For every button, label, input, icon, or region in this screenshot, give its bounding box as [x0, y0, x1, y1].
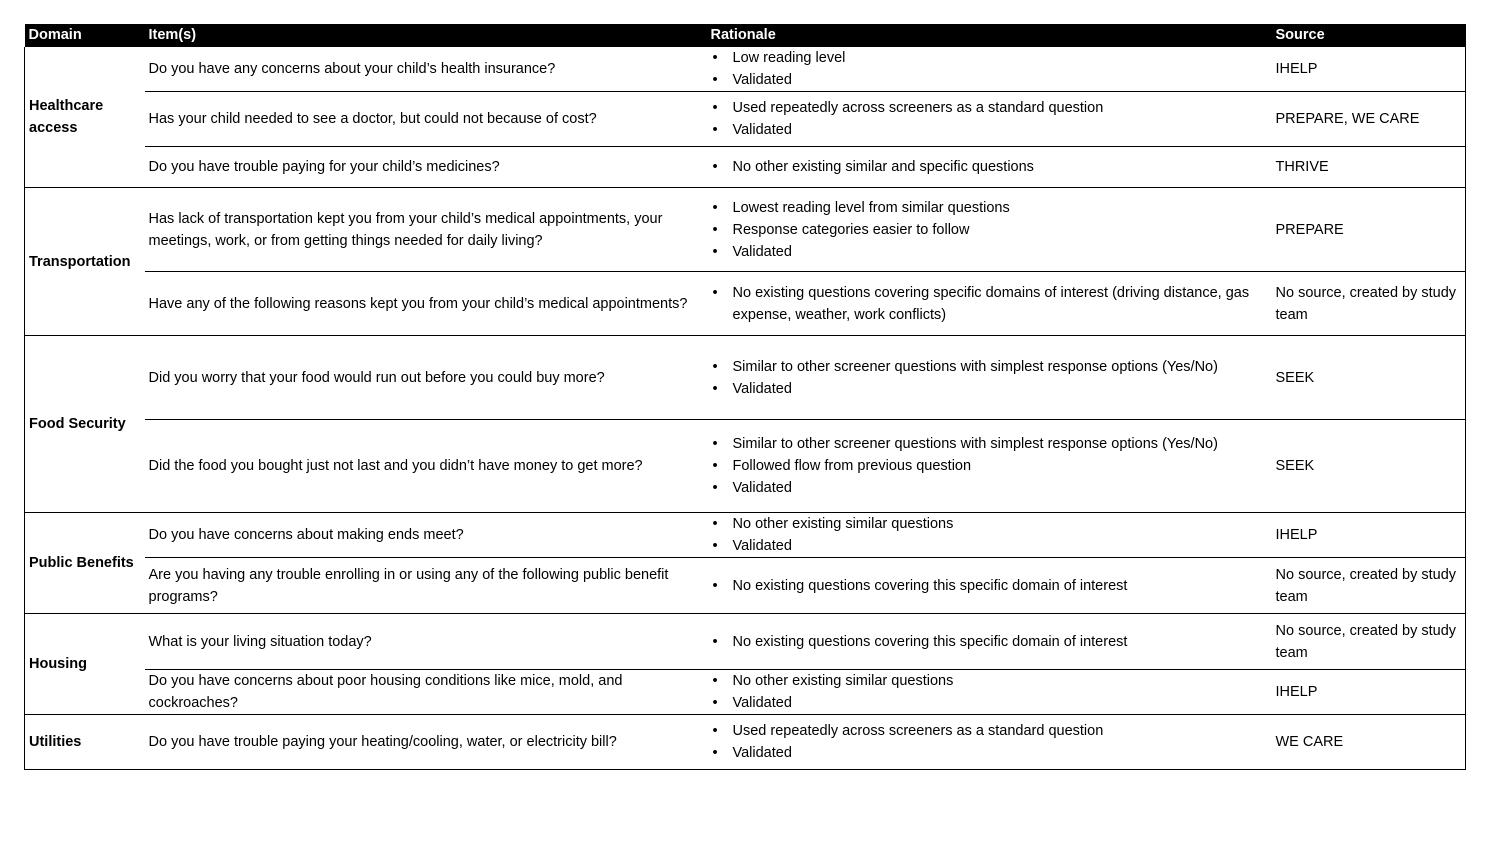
item-cell: Has lack of transportation kept you from your child’s medical appointments, your meetings, work, or from getting things needed for daily living? [145, 188, 707, 272]
item-cell: Have any of the following reasons kept you from your child’s medical appointments? [145, 272, 707, 336]
table-row [25, 558, 1466, 614]
rationale-list [711, 356, 1268, 400]
rationale-list [711, 197, 1268, 263]
source-cell: WE CARE [1272, 715, 1466, 770]
header-rationale: Rationale [707, 24, 1272, 47]
header-domain: Domain [25, 24, 145, 47]
rationale-list [711, 575, 1268, 597]
table-row [25, 670, 1466, 715]
rationale-cell [707, 558, 1272, 614]
header-row [25, 24, 1466, 47]
source-cell: IHELP [1272, 670, 1466, 715]
table-row [25, 715, 1466, 770]
table-header [25, 24, 1466, 47]
table-row [25, 92, 1466, 147]
rationale-bullet: • No existing questions covering this specific domain of interest [711, 631, 1268, 653]
rationale-bullet: • Response categories easier to follow [711, 219, 1268, 241]
item-cell: Do you have concerns about poor housing conditions like mice, mold, and cockroaches? [145, 670, 707, 715]
rationale-cell [707, 513, 1272, 558]
rationale-bullet: • Low reading level [711, 47, 1268, 69]
domain-cell: Utilities [25, 715, 145, 770]
table-row [25, 47, 1466, 92]
table-row [25, 188, 1466, 272]
rationale-bullet: • No existing questions covering specific domains of interest (driving distance, gas expense, weather, work conflicts) [711, 282, 1268, 326]
rationale-list [711, 513, 1268, 557]
rationale-bullet: • Validated [711, 119, 1268, 141]
source-cell: PREPARE, WE CARE [1272, 92, 1466, 147]
rationale-bullet: • Validated [711, 477, 1268, 499]
header-items: Item(s) [145, 24, 707, 47]
rationale-cell [707, 147, 1272, 188]
source-cell: SEEK [1272, 420, 1466, 513]
domain-cell: Food Security [25, 336, 145, 513]
rationale-bullet: • Similar to other screener questions with simplest response options (Yes/No) [711, 356, 1268, 378]
table-row [25, 336, 1466, 420]
rationale-bullet: • Validated [711, 241, 1268, 263]
rationale-bullet: • No existing questions covering this specific domain of interest [711, 575, 1268, 597]
rationale-list [711, 670, 1268, 714]
rationale-bullet: • Validated [711, 378, 1268, 400]
item-cell: Do you have trouble paying your heating/cooling, water, or electricity bill? [145, 715, 707, 770]
source-cell: No source, created by study team [1272, 272, 1466, 336]
rationale-bullet: • Validated [711, 535, 1268, 557]
rationale-bullet: • No other existing similar questions [711, 513, 1268, 535]
rationale-list [711, 433, 1268, 499]
rationale-bullet: • No other existing similar questions [711, 670, 1268, 692]
rationale-bullet: • Similar to other screener questions with simplest response options (Yes/No) [711, 433, 1268, 455]
rationale-bullet: • No other existing similar and specific questions [711, 156, 1268, 178]
item-cell: Are you having any trouble enrolling in or using any of the following public benefit programs? [145, 558, 707, 614]
rationale-bullet: • Validated [711, 742, 1268, 764]
item-cell: Has your child needed to see a doctor, but could not because of cost? [145, 92, 707, 147]
item-cell: Do you have trouble paying for your child’s medicines? [145, 147, 707, 188]
source-cell: No source, created by study team [1272, 614, 1466, 670]
header-source: Source [1272, 24, 1466, 47]
rationale-bullet: • Lowest reading level from similar questions [711, 197, 1268, 219]
rationale-bullet: • Validated [711, 692, 1268, 714]
item-cell: Did the food you bought just not last and you didn’t have money to get more? [145, 420, 707, 513]
rationale-list [711, 720, 1268, 764]
rationale-list [711, 156, 1268, 178]
rationale-bullet: • Used repeatedly across screeners as a standard question [711, 97, 1268, 119]
rationale-cell [707, 92, 1272, 147]
rationale-cell [707, 47, 1272, 92]
domain-cell: Healthcare access [25, 47, 145, 188]
table-row [25, 513, 1466, 558]
table-row [25, 420, 1466, 513]
domain-cell: Transportation [25, 188, 145, 336]
item-cell: Do you have concerns about making ends meet? [145, 513, 707, 558]
domain-cell: Public Benefits [25, 513, 145, 614]
rationale-bullet: • Used repeatedly across screeners as a standard question [711, 720, 1268, 742]
item-cell: What is your living situation today? [145, 614, 707, 670]
source-cell: No source, created by study team [1272, 558, 1466, 614]
table-row [25, 272, 1466, 336]
table-row [25, 147, 1466, 188]
rationale-list [711, 282, 1268, 326]
table-body [25, 47, 1466, 770]
rationale-cell [707, 420, 1272, 513]
item-cell: Do you have any concerns about your child’s health insurance? [145, 47, 707, 92]
item-cell: Did you worry that your food would run out before you could buy more? [145, 336, 707, 420]
rationale-cell [707, 614, 1272, 670]
source-cell: IHELP [1272, 513, 1466, 558]
rationale-list [711, 97, 1268, 141]
rationale-list [711, 47, 1268, 91]
source-cell: IHELP [1272, 47, 1466, 92]
rationale-list [711, 631, 1268, 653]
screener-items-table [24, 24, 1466, 770]
domain-cell: Housing [25, 614, 145, 715]
source-cell: SEEK [1272, 336, 1466, 420]
source-cell: PREPARE [1272, 188, 1466, 272]
source-cell: THRIVE [1272, 147, 1466, 188]
rationale-cell [707, 336, 1272, 420]
rationale-bullet: • Validated [711, 69, 1268, 91]
table-row [25, 614, 1466, 670]
rationale-cell [707, 188, 1272, 272]
rationale-bullet: • Followed flow from previous question [711, 455, 1268, 477]
rationale-cell [707, 670, 1272, 715]
rationale-cell [707, 272, 1272, 336]
rationale-cell [707, 715, 1272, 770]
